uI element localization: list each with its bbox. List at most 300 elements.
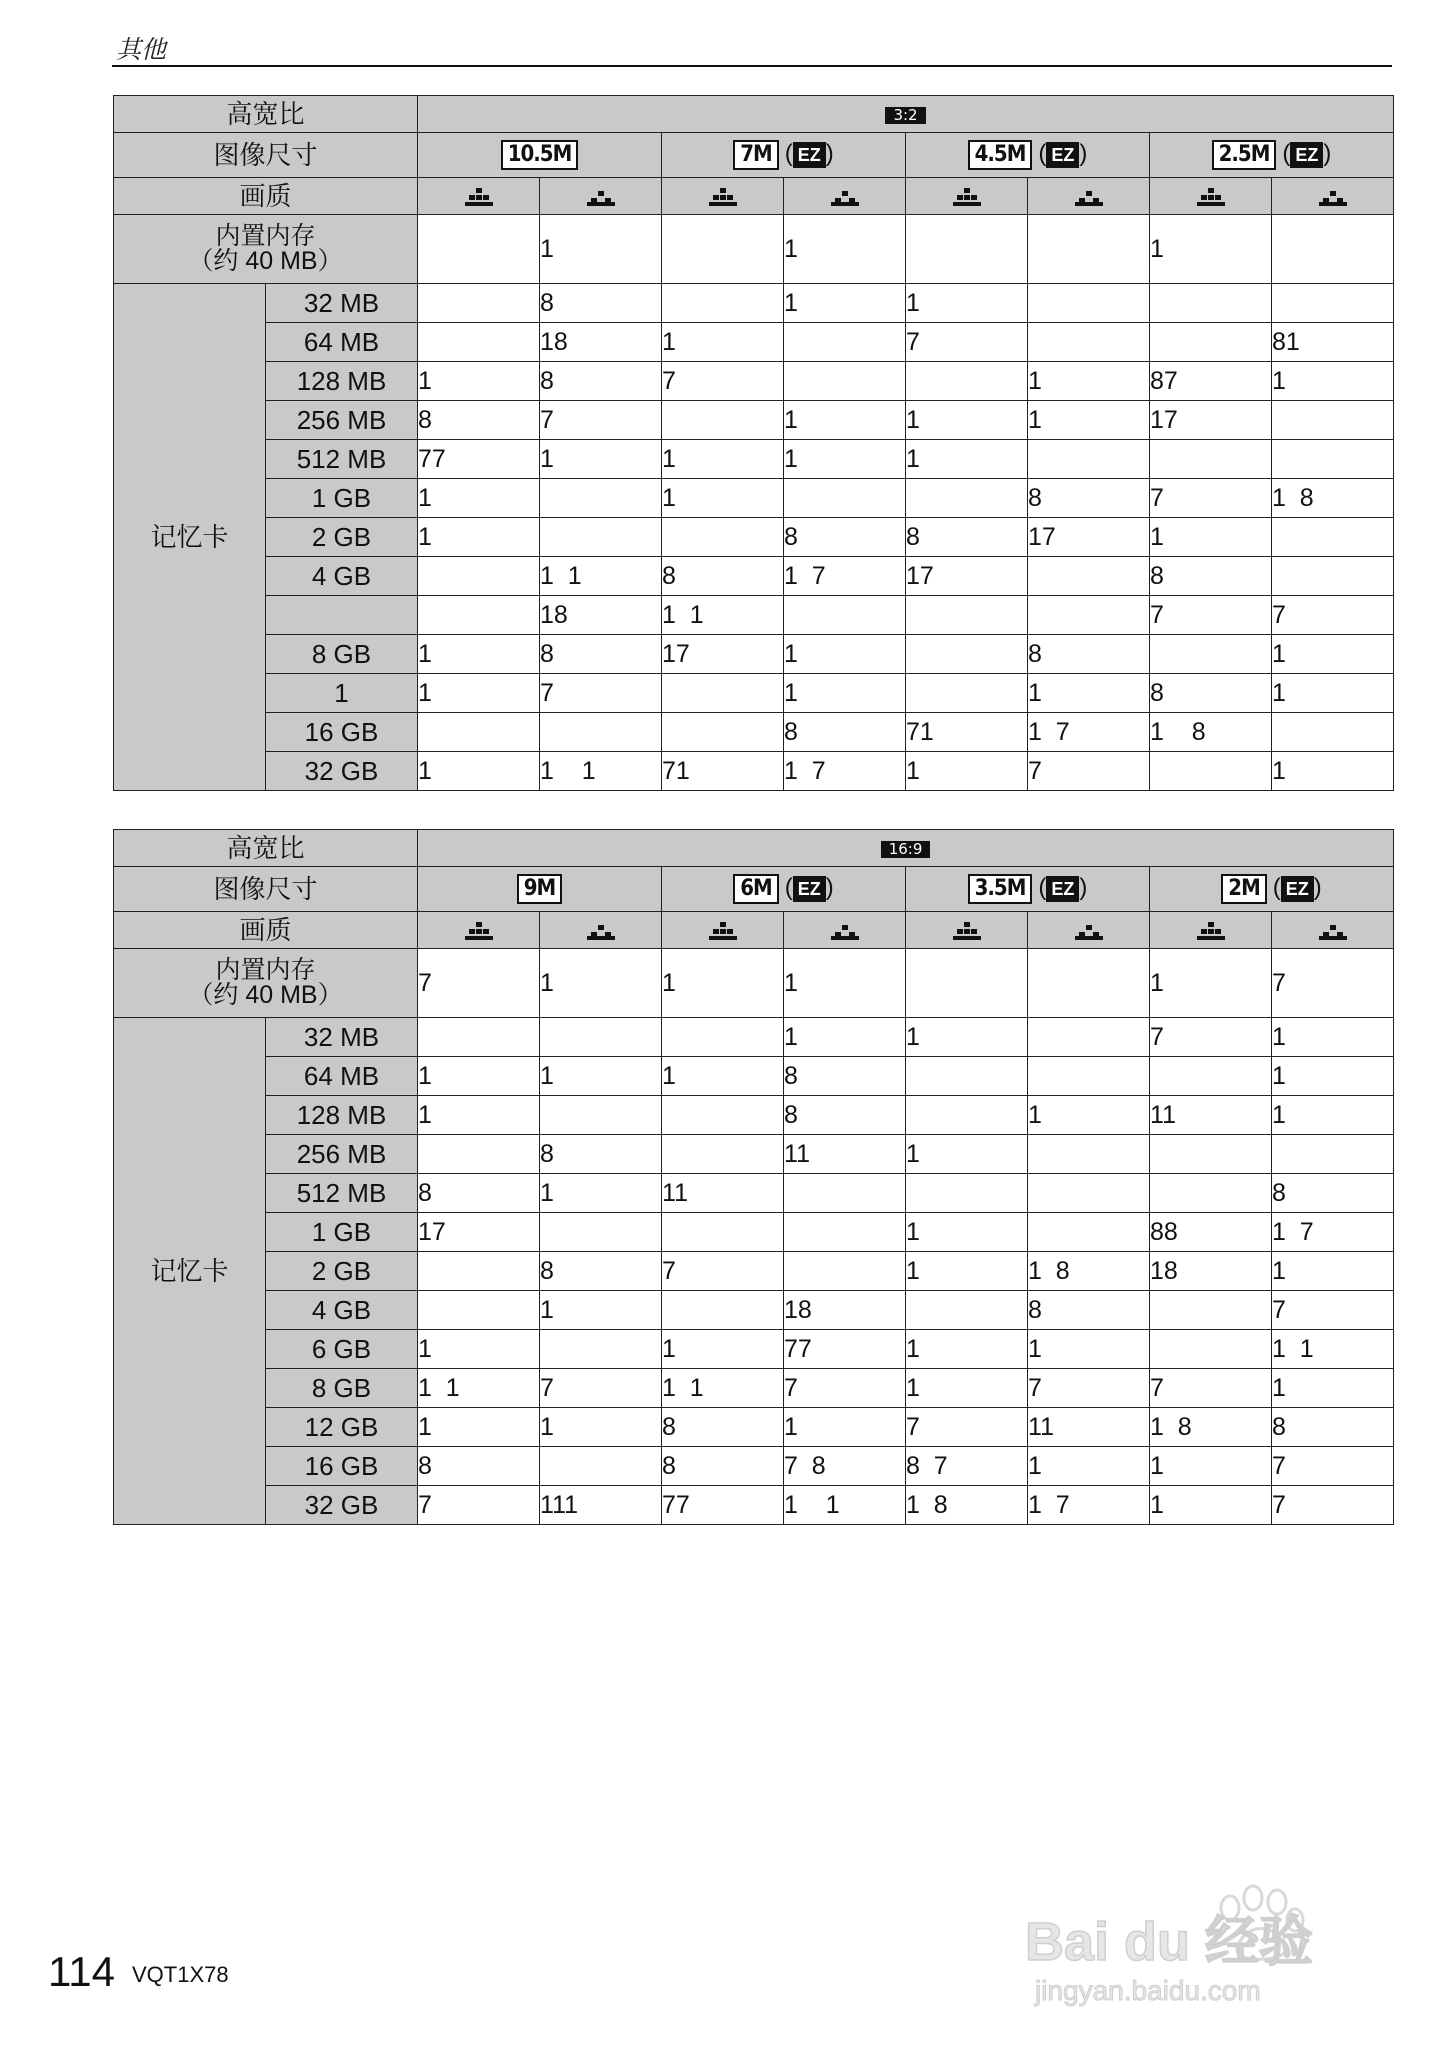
shots-cell: 1 1 [662, 596, 784, 635]
shots-cell: 7 [1272, 1486, 1394, 1525]
quality-standard-icon [1318, 187, 1348, 207]
image-size-cell: 2M ( EZ ) [1150, 867, 1394, 912]
shots-cell: 1 [906, 752, 1028, 791]
card-capacity-row [114, 518, 1394, 557]
shots-cell: 1 [1028, 1096, 1150, 1135]
card-capacity-label: 8 GB [266, 1369, 418, 1408]
card-capacity-label: 256 MB [266, 401, 418, 440]
shots-cell: 8 [540, 284, 662, 323]
shots-cell [1272, 1135, 1394, 1174]
shots-cell: 8 [784, 1057, 906, 1096]
quality-fine-icon [464, 921, 494, 941]
builtin-cell [662, 215, 784, 284]
shots-cell: 1 1 [418, 1369, 540, 1408]
quality-standard-icon [1074, 187, 1104, 207]
shots-cell [418, 1252, 540, 1291]
quality-standard-cell [1272, 178, 1394, 215]
quality-fine-icon [952, 187, 982, 207]
image-size-badge: 7M [733, 140, 778, 170]
shots-cell: 1 1 [540, 752, 662, 791]
card-capacity-row [114, 635, 1394, 674]
shots-cell: 8 [540, 1135, 662, 1174]
shots-cell [906, 1096, 1028, 1135]
quality-fine-cell [906, 912, 1028, 949]
shots-cell [1028, 1057, 1150, 1096]
shots-cell: 1 [906, 1252, 1028, 1291]
shots-cell: 17 [662, 635, 784, 674]
shots-cell [1028, 596, 1150, 635]
shots-cell: 7 [1150, 1369, 1272, 1408]
quality-fine-cell [1150, 912, 1272, 949]
shots-cell: 1 8 [1028, 1252, 1150, 1291]
shots-cell [1150, 1330, 1272, 1369]
card-capacity-row [114, 1057, 1394, 1096]
shots-cell: 17 [906, 557, 1028, 596]
shots-cell [540, 1447, 662, 1486]
shots-cell [1150, 1174, 1272, 1213]
shots-cell [784, 1252, 906, 1291]
quality-fine-cell [662, 912, 784, 949]
shots-cell: 1 [906, 1330, 1028, 1369]
shots-cell: 1 [418, 674, 540, 713]
capacity-table-16-9 [113, 829, 1394, 1525]
shots-cell [1272, 401, 1394, 440]
shots-cell [1028, 323, 1150, 362]
card-capacity-label: 2 GB [266, 518, 418, 557]
shots-cell: 1 [906, 1369, 1028, 1408]
shots-cell: 71 [662, 752, 784, 791]
image-size-badge: 2M [1221, 874, 1266, 904]
shots-cell: 11 [784, 1135, 906, 1174]
shots-cell [418, 1018, 540, 1057]
shots-cell: 18 [784, 1291, 906, 1330]
shots-cell: 7 [1272, 1447, 1394, 1486]
quality-standard-icon [1074, 921, 1104, 941]
shots-cell: 8 [1028, 635, 1150, 674]
shots-cell: 1 [1272, 362, 1394, 401]
shots-cell [784, 1213, 906, 1252]
shots-cell: 17 [1150, 401, 1272, 440]
shots-cell [1150, 323, 1272, 362]
watermark-url: jingyan.baidu.com [1035, 1975, 1261, 2006]
quality-fine-cell [418, 178, 540, 215]
shots-cell [1150, 1057, 1272, 1096]
quality-label: 画质 [114, 178, 418, 215]
builtin-cell: 1 [540, 949, 662, 1018]
shots-cell: 1 [1272, 635, 1394, 674]
card-capacity-row [114, 401, 1394, 440]
shots-cell: 81 [1272, 323, 1394, 362]
card-capacity-row [114, 1174, 1394, 1213]
shots-cell: 1 7 [784, 752, 906, 791]
shots-cell [418, 596, 540, 635]
shots-cell: 1 [1028, 1447, 1150, 1486]
shots-cell: 1 7 [784, 557, 906, 596]
shots-cell: 8 [1272, 1174, 1394, 1213]
shots-cell [1272, 713, 1394, 752]
image-size-cell: 7M ( EZ ) [662, 133, 906, 178]
builtin-cell: 1 [784, 949, 906, 1018]
shots-cell [662, 1291, 784, 1330]
shots-cell: 7 [1150, 479, 1272, 518]
shots-cell: 8 [418, 1447, 540, 1486]
shots-cell [1028, 1174, 1150, 1213]
shots-cell: 8 [784, 713, 906, 752]
builtin-cell [1028, 949, 1150, 1018]
shots-cell: 1 8 [1272, 479, 1394, 518]
ez-icon: EZ [1281, 876, 1314, 902]
ez-icon: EZ [793, 876, 826, 902]
card-capacity-label: 32 GB [266, 752, 418, 791]
shots-cell [540, 1018, 662, 1057]
shots-cell: 7 [540, 674, 662, 713]
shots-cell: 7 [1028, 752, 1150, 791]
shots-cell: 111 [540, 1486, 662, 1525]
shots-cell: 8 [1150, 674, 1272, 713]
shots-cell: 17 [1028, 518, 1150, 557]
shots-cell [418, 1291, 540, 1330]
image-size-badge: 9M [517, 874, 562, 904]
quality-standard-cell [784, 178, 906, 215]
shots-cell: 87 [1150, 362, 1272, 401]
shots-cell: 1 [418, 1408, 540, 1447]
card-capacity-row [114, 713, 1394, 752]
card-capacity-label: 256 MB [266, 1135, 418, 1174]
card-capacity-label: 1 GB [266, 479, 418, 518]
card-capacity-row [114, 1135, 1394, 1174]
card-capacity-label: 8 GB [266, 635, 418, 674]
shots-cell: 1 [540, 1291, 662, 1330]
aspect-ratio-badge: 16:9 [881, 841, 931, 858]
shots-cell: 7 [906, 1408, 1028, 1447]
card-capacity-row [114, 674, 1394, 713]
shots-cell [540, 1330, 662, 1369]
shots-cell: 1 1 [662, 1369, 784, 1408]
builtin-memory-label-line1: 内置内存 [215, 956, 316, 984]
image-size-badge: 2.5M [1212, 140, 1277, 170]
shots-cell: 1 [1150, 518, 1272, 557]
shots-cell [662, 284, 784, 323]
shots-cell: 1 [540, 1057, 662, 1096]
shots-cell: 8 [540, 1252, 662, 1291]
shots-cell: 7 [540, 1369, 662, 1408]
card-capacity-label: 6 GB [266, 1330, 418, 1369]
shots-cell: 8 [540, 362, 662, 401]
shots-cell: 1 7 [1028, 1486, 1150, 1525]
shots-cell [1028, 1135, 1150, 1174]
image-size-label: 图像尺寸 [114, 867, 418, 912]
quality-standard-cell [1028, 178, 1150, 215]
shots-cell [784, 479, 906, 518]
shots-cell: 7 [662, 1252, 784, 1291]
shots-cell [662, 674, 784, 713]
shots-cell: 7 [1150, 1018, 1272, 1057]
shots-cell: 8 [1272, 1408, 1394, 1447]
shots-cell: 88 [1150, 1213, 1272, 1252]
builtin-cell [906, 215, 1028, 284]
header-divider [112, 65, 1392, 67]
shots-cell [906, 1057, 1028, 1096]
card-capacity-label: 64 MB [266, 323, 418, 362]
shots-cell: 7 [1028, 1369, 1150, 1408]
quality-standard-icon [586, 921, 616, 941]
shots-cell: 18 [540, 596, 662, 635]
shots-cell: 1 7 [1272, 1213, 1394, 1252]
memory-card-label: 记忆卡 [114, 1018, 266, 1525]
shots-cell [784, 596, 906, 635]
builtin-memory-row [114, 949, 1394, 1018]
quality-standard-icon [586, 187, 616, 207]
shots-cell [662, 1213, 784, 1252]
builtin-cell [418, 215, 540, 284]
shots-cell: 7 [1150, 596, 1272, 635]
card-capacity-row [114, 1291, 1394, 1330]
builtin-cell: 1 [784, 215, 906, 284]
image-size-cell [418, 867, 662, 912]
shots-cell: 1 [418, 362, 540, 401]
shots-cell: 11 [1028, 1408, 1150, 1447]
ez-icon: EZ [1046, 142, 1079, 168]
shots-cell [1028, 440, 1150, 479]
shots-cell [662, 1096, 784, 1135]
card-capacity-label: 1 GB [266, 1213, 418, 1252]
shots-cell [662, 401, 784, 440]
capacity-table-3-2 [113, 95, 1394, 791]
quality-fine-icon [1196, 187, 1226, 207]
shots-cell: 1 [1028, 401, 1150, 440]
card-capacity-row [114, 1213, 1394, 1252]
shots-cell: 7 [906, 323, 1028, 362]
shots-cell [1272, 557, 1394, 596]
shots-cell: 1 [906, 440, 1028, 479]
shots-cell: 1 [662, 440, 784, 479]
shots-cell [906, 674, 1028, 713]
shots-cell: 1 [784, 1408, 906, 1447]
shots-cell [906, 1174, 1028, 1213]
shots-cell: 1 [1272, 752, 1394, 791]
shots-cell: 1 [662, 1330, 784, 1369]
shots-cell [1272, 518, 1394, 557]
shots-cell [662, 1135, 784, 1174]
image-size-cell [418, 133, 662, 178]
quality-fine-icon [464, 187, 494, 207]
shots-cell: 8 [784, 518, 906, 557]
aspect-ratio-label: 高宽比 [114, 830, 418, 867]
image-size-cell: 4.5M ( EZ ) [906, 133, 1150, 178]
image-size-cell: 3.5M ( EZ ) [906, 867, 1150, 912]
watermark-text: Bai du 经验 [1025, 1912, 1314, 1972]
shots-cell: 1 [784, 284, 906, 323]
shots-cell: 1 8 [1150, 1408, 1272, 1447]
card-capacity-label: 512 MB [266, 1174, 418, 1213]
shots-cell: 1 [540, 440, 662, 479]
card-capacity-label: 32 GB [266, 1486, 418, 1525]
page-number: 114 [48, 1948, 115, 1995]
shots-cell [784, 362, 906, 401]
quality-standard-cell [1272, 912, 1394, 949]
shots-cell [662, 713, 784, 752]
image-size-cell: 6M ( EZ ) [662, 867, 906, 912]
shots-cell: 1 [784, 674, 906, 713]
image-size-badge: 3.5M [968, 874, 1033, 904]
shots-cell [906, 1291, 1028, 1330]
shots-cell: 77 [784, 1330, 906, 1369]
builtin-memory-label-line2: （约 40 MB） [188, 981, 343, 1009]
shots-cell: 8 [418, 401, 540, 440]
shots-cell [1150, 635, 1272, 674]
shots-cell: 1 [1028, 362, 1150, 401]
aspect-ratio-label: 高宽比 [114, 96, 418, 133]
quality-fine-cell [1150, 178, 1272, 215]
card-capacity-label: 1 [266, 674, 418, 713]
shots-cell: 1 [906, 401, 1028, 440]
shots-cell: 8 [906, 518, 1028, 557]
quality-standard-icon [1318, 921, 1348, 941]
shots-cell: 1 [540, 1174, 662, 1213]
builtin-cell: 1 [1150, 949, 1272, 1018]
baidu-jingyan-watermark [1015, 1860, 1375, 2010]
card-capacity-row [114, 557, 1394, 596]
shots-cell: 1 7 [1028, 713, 1150, 752]
builtin-memory-label-line1: 内置内存 [215, 222, 316, 250]
shots-cell: 8 7 [906, 1447, 1028, 1486]
builtin-memory-label [114, 215, 418, 284]
shots-cell [784, 323, 906, 362]
builtin-cell: 1 [540, 215, 662, 284]
shots-cell: 1 [1272, 1252, 1394, 1291]
shots-cell [1028, 1018, 1150, 1057]
shots-cell: 8 [1150, 557, 1272, 596]
shots-cell: 1 [784, 1018, 906, 1057]
card-capacity-row [114, 1330, 1394, 1369]
shots-cell [906, 362, 1028, 401]
shots-cell [1150, 1291, 1272, 1330]
shots-cell: 7 [784, 1369, 906, 1408]
shots-cell: 11 [1150, 1096, 1272, 1135]
quality-standard-cell [540, 178, 662, 215]
shots-cell: 77 [418, 440, 540, 479]
card-capacity-label: 4 GB [266, 1291, 418, 1330]
image-size-label: 图像尺寸 [114, 133, 418, 178]
shots-cell: 1 [662, 323, 784, 362]
card-capacity-row [114, 1018, 1394, 1057]
shots-cell: 1 [1028, 674, 1150, 713]
quality-fine-icon [952, 921, 982, 941]
quality-fine-icon [708, 187, 738, 207]
shots-cell [1028, 284, 1150, 323]
card-capacity-row [114, 752, 1394, 791]
quality-row [114, 912, 1394, 949]
shots-cell: 7 [662, 362, 784, 401]
card-capacity-label [266, 596, 418, 635]
quality-fine-cell [906, 178, 1028, 215]
shots-cell [906, 479, 1028, 518]
shots-cell: 1 [418, 1096, 540, 1135]
card-capacity-row [114, 479, 1394, 518]
card-capacity-label: 64 MB [266, 1057, 418, 1096]
quality-fine-icon [1196, 921, 1226, 941]
shots-cell [418, 323, 540, 362]
shots-cell: 1 1 [784, 1486, 906, 1525]
card-capacity-row [114, 323, 1394, 362]
shots-cell: 1 [418, 752, 540, 791]
card-capacity-row [114, 284, 1394, 323]
shots-cell [1028, 557, 1150, 596]
shots-cell: 1 [418, 518, 540, 557]
shots-cell: 8 [662, 1408, 784, 1447]
image-size-badge: 4.5M [968, 140, 1033, 170]
shots-cell: 1 1 [1272, 1330, 1394, 1369]
shots-cell [906, 635, 1028, 674]
image-size-badge: 6M [733, 874, 778, 904]
shots-cell [418, 1135, 540, 1174]
shots-cell: 1 [1028, 1330, 1150, 1369]
ez-icon: EZ [793, 142, 826, 168]
builtin-memory-label-line2: （约 40 MB） [188, 247, 343, 275]
aspect-ratio-value [418, 96, 1394, 133]
card-capacity-label: 128 MB [266, 1096, 418, 1135]
shots-cell [1150, 1135, 1272, 1174]
image-size-badge: 10.5M [501, 140, 579, 170]
card-capacity-label: 4 GB [266, 557, 418, 596]
shots-cell: 8 [418, 1174, 540, 1213]
shots-cell [1272, 284, 1394, 323]
shots-cell: 1 [906, 1213, 1028, 1252]
shots-cell: 1 [784, 440, 906, 479]
shots-cell: 1 [418, 1330, 540, 1369]
shots-cell: 1 1 [540, 557, 662, 596]
shots-cell: 1 [1272, 1057, 1394, 1096]
shots-cell: 8 [662, 1447, 784, 1486]
shots-cell: 1 8 [1150, 713, 1272, 752]
shots-cell [540, 1096, 662, 1135]
shots-cell: 7 [1272, 1291, 1394, 1330]
builtin-cell: 7 [418, 949, 540, 1018]
quality-standard-cell [540, 912, 662, 949]
shots-cell: 1 [418, 479, 540, 518]
builtin-memory-row [114, 215, 1394, 284]
ez-icon: EZ [1290, 142, 1323, 168]
shots-cell [1150, 440, 1272, 479]
shots-cell: 77 [662, 1486, 784, 1525]
shots-cell: 8 [1028, 479, 1150, 518]
shots-cell: 1 [662, 479, 784, 518]
shots-cell: 1 [1272, 1018, 1394, 1057]
shots-cell [1028, 1213, 1150, 1252]
shots-cell [540, 518, 662, 557]
shots-cell: 1 [906, 1018, 1028, 1057]
quality-label: 画质 [114, 912, 418, 949]
quality-row [114, 178, 1394, 215]
shots-cell: 1 [1272, 1096, 1394, 1135]
quality-standard-cell [784, 912, 906, 949]
builtin-cell [1272, 215, 1394, 284]
aspect-ratio-value [418, 830, 1394, 867]
image-size-cell: 2.5M ( EZ ) [1150, 133, 1394, 178]
shots-cell: 18 [540, 323, 662, 362]
builtin-memory-label [114, 949, 418, 1018]
shots-cell: 8 [1028, 1291, 1150, 1330]
card-capacity-row [114, 1408, 1394, 1447]
shots-cell: 7 [418, 1486, 540, 1525]
shots-cell [906, 596, 1028, 635]
shots-cell: 1 [662, 1057, 784, 1096]
shots-cell: 7 [1272, 596, 1394, 635]
shots-cell [418, 713, 540, 752]
card-capacity-label: 128 MB [266, 362, 418, 401]
card-capacity-row [114, 1096, 1394, 1135]
card-capacity-label: 12 GB [266, 1408, 418, 1447]
